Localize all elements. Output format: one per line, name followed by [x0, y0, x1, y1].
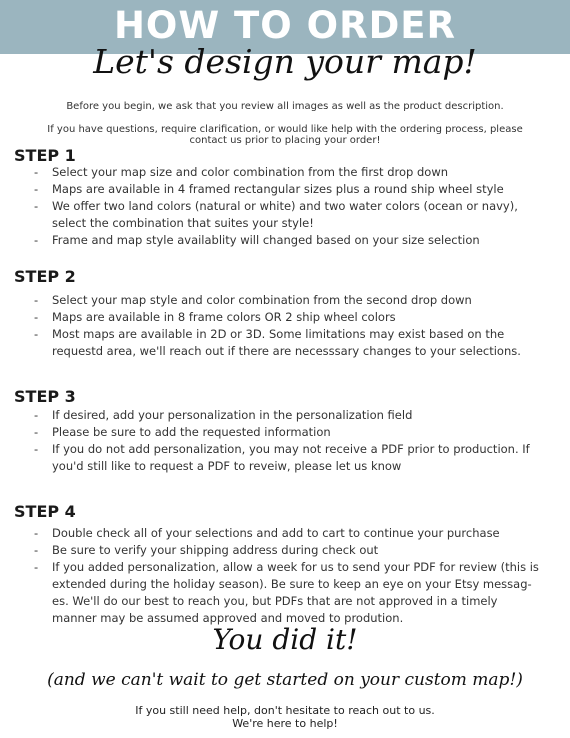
intro-line-1: Before you begin, we ask that you review all images as well as the product description.: [66, 101, 504, 112]
list-item: - Maps are available in 4 framed rectangular sizes plus a round ship wheel style: [34, 182, 504, 196]
bullet-dash: -: [34, 199, 39, 213]
page-subtitle: Let's design your map!: [93, 42, 477, 81]
step-2-title: STEP 2: [14, 267, 76, 286]
cant-wait-tagline: (and we can't wait to get started on your custom map!): [47, 670, 523, 690]
step-2-list: [34, 292, 544, 360]
step-3-title: STEP 3: [14, 387, 76, 406]
list-item: - Most maps are available in 2D or 3D. Some limitations may exist based on the requestd area, we'll reach out if there are necesssary changes to your selections.: [34, 327, 521, 358]
page-title: HOW TO ORDER: [113, 4, 457, 47]
bullet-dash: -: [34, 425, 39, 439]
list-item: - Maps are available in 8 frame colors OR 2 ship wheel colors: [34, 310, 396, 324]
step-4-title: STEP 4: [14, 502, 76, 521]
list-item: - Select your map size and color combination from the first drop down: [34, 165, 449, 179]
intro-line-2: If you have questions, require clarification, or would like help with the ordering process, please contact us prior to placing your order!: [47, 124, 523, 146]
bullet-dash: -: [34, 526, 39, 540]
bullet-dash: -: [34, 560, 39, 574]
list-item: - If you do not add personalization, you may not receive a PDF prior to production. If you'd still like to request a PDF to reveiw, please let us know: [34, 442, 530, 473]
bullet-dash: -: [34, 442, 39, 456]
list-item: - Please be sure to add the requested information: [34, 425, 331, 439]
bullet-dash: -: [34, 233, 39, 247]
bullet-dash: -: [34, 408, 39, 422]
help-line-2: We're here to help!: [232, 717, 338, 730]
list-item: - Select your map style and color combination from the second drop down: [34, 293, 472, 307]
step-4-list: [34, 525, 544, 627]
list-item: - Double check all of your selections and add to cart to continue your purchase: [34, 526, 500, 540]
did-it-heading: You did it!: [212, 623, 358, 656]
list-item: - Frame and map style availablity will changed based on your size selection: [34, 233, 480, 247]
bullet-dash: -: [34, 165, 39, 179]
bullet-dash: -: [34, 327, 39, 341]
step-1-list: [34, 164, 544, 249]
step-1-title: STEP 1: [14, 146, 76, 165]
help-line-1: If you still need help, don't hesitate to reach out to us.: [135, 704, 435, 717]
bullet-dash: -: [34, 182, 39, 196]
bullet-dash: -: [34, 543, 39, 557]
list-item: - We offer two land colors (natural or white) and two water colors (ocean or navy), select the combination that suites your style!: [34, 199, 518, 230]
bullet-dash: -: [34, 293, 39, 307]
list-item: - If desired, add your personalization in the personalization field: [34, 408, 413, 422]
list-item: - If you added personalization, allow a week for us to send your PDF for review (this is extended during the holiday season). Be sure to keep an eye on your Etsy messag-es. We'll do our best to reach you, but PDFs that are not approved in a timely manner may be assumed approved and moved to prodution.: [34, 560, 539, 625]
step-3-list: [34, 407, 544, 475]
list-item: - Be sure to verify your shipping address during check out: [34, 543, 379, 557]
bullet-dash: -: [34, 310, 39, 324]
